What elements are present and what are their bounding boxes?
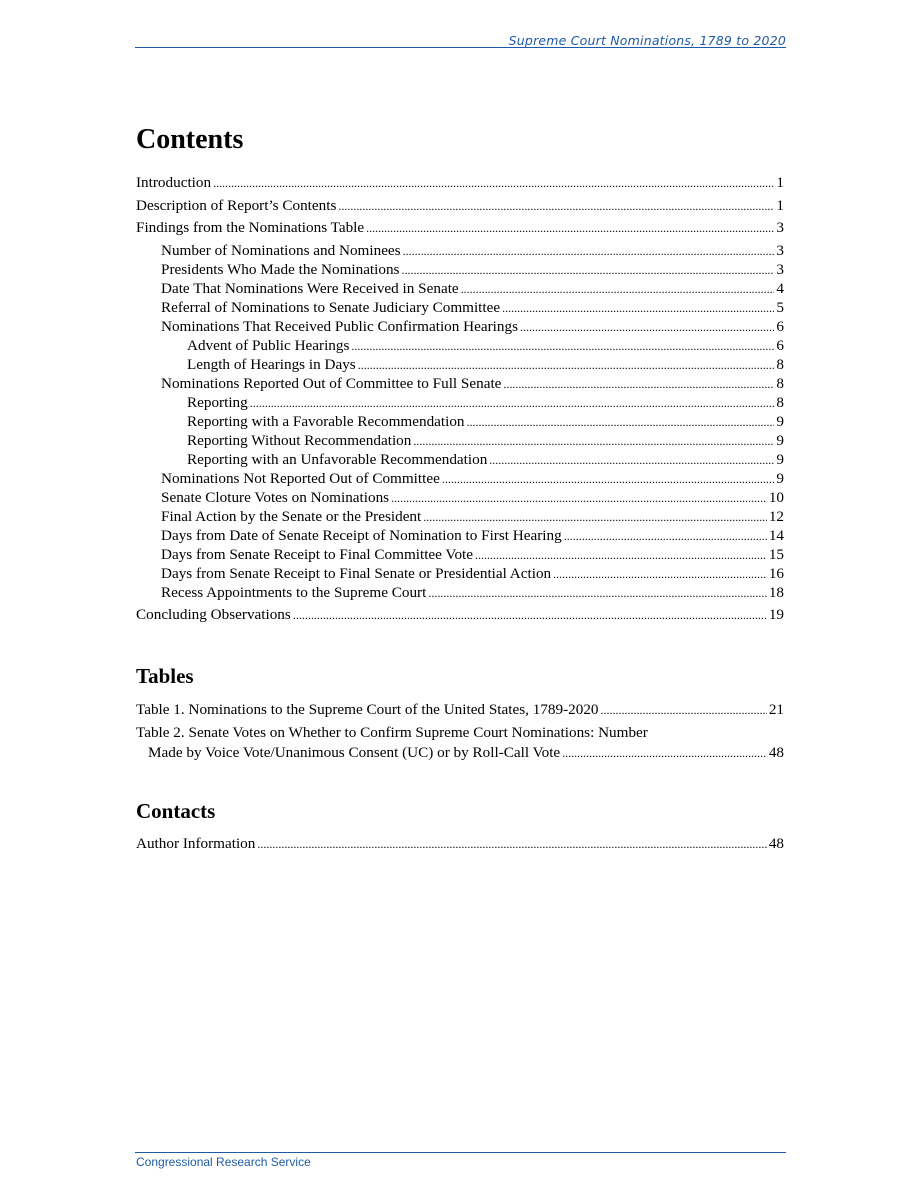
toc-entry-label: Length of Hearings in Days [187,355,356,373]
toc-entry-label: Days from Senate Receipt to Final Senate or Presidential Action [161,564,552,582]
toc-entry-page: 15 [768,545,784,563]
toc-entry-page: 10 [768,488,784,506]
toc-entry-page: 21 [768,701,784,718]
footer-publisher: Congressional Research Service [136,1155,311,1169]
dot-leader [601,700,767,720]
toc-entry-label: Introduction [136,174,212,191]
toc-entry-page: 4 [776,279,784,297]
toc-entry-number-of-nominations[interactable] [136,241,784,260]
toc-entry-page: 5 [776,298,784,316]
dot-leader [428,584,766,602]
toc-entry-page: 6 [776,336,784,354]
dot-leader [475,546,767,564]
toc-entry-label: Reporting [187,393,248,411]
toc-entry-continuation [136,743,784,763]
toc-entry-label: Table 2. Senate Votes on Whether to Confirm Supreme Court Nominations: Number [136,724,648,741]
toc-entry-label: Findings from the Nominations Table [136,219,365,236]
toc-entry-presidents[interactable] [136,260,784,279]
toc-entry-label: Advent of Public Hearings [187,336,350,354]
dot-leader [250,394,775,412]
tables-list [136,700,784,763]
contacts-heading: Contacts [136,799,216,823]
dot-leader [423,508,767,526]
toc-entry-cloture[interactable] [136,488,784,507]
toc-entry-label: Reporting Without Recommendation [187,431,412,449]
dot-leader [564,527,767,545]
toc-entry-final-action[interactable] [136,507,784,526]
toc-entry-label: Reporting with a Favorable Recommendation [187,412,465,430]
toc-entry-page: 6 [776,317,784,335]
toc-entry-table-2[interactable] [136,723,784,763]
toc-entry-page: 12 [768,507,784,525]
toc-entry-days-final-action[interactable] [136,564,784,583]
dot-leader [366,219,774,237]
toc-entry-date-received[interactable] [136,279,784,298]
dot-leader [338,197,774,215]
toc-entry-page: 8 [776,374,784,392]
toc-entry-label: Nominations Reported Out of Committee to Full Senate [161,374,502,392]
toc-entry-introduction[interactable] [136,173,784,192]
toc-entry-days-committee-vote[interactable] [136,545,784,564]
dot-leader [213,174,774,192]
toc-entry-page: 9 [776,469,784,487]
dot-leader [391,489,767,507]
dot-leader [489,451,774,469]
toc-entry-page: 18 [768,583,784,601]
toc-entry-table-1[interactable] [136,700,784,720]
toc-entry-recess-appointments[interactable] [136,583,784,602]
contacts-list [136,834,784,853]
toc-entry-reported-out[interactable] [136,374,784,393]
tables-heading: Tables [136,664,194,688]
dot-leader [293,606,767,624]
dot-leader [503,375,774,393]
toc-entry-referral[interactable] [136,298,784,317]
toc-entry-page: 3 [776,260,784,278]
toc-entry-not-reported[interactable] [136,469,784,488]
footer-rule [135,1152,786,1153]
toc-entry-page: 8 [776,355,784,373]
contents-list [136,173,784,624]
toc-entry-label-continued: Made by Voice Vote/Unanimous Consent (UC) or by Roll-Call Vote [148,744,561,761]
toc-entry-length-hearings[interactable] [136,355,784,374]
toc-entry-page: 16 [768,564,784,582]
toc-entry-label: Concluding Observations [136,606,291,623]
toc-entry-label: Description of Report’s Contents [136,196,337,214]
toc-entry-without-recommendation[interactable] [136,431,784,450]
dot-leader [413,432,774,450]
toc-entry-page: 48 [768,744,784,761]
toc-entry-days-first-hearing[interactable] [136,526,784,545]
toc-entry-label: Nominations Not Reported Out of Committee [161,469,440,487]
toc-entry-findings[interactable] [136,218,784,237]
dot-leader [351,337,774,355]
toc-entry-page: 48 [768,835,784,852]
header-rule [135,47,786,48]
toc-entry-label: Reporting with an Unfavorable Recommendation [187,450,488,468]
dot-leader [358,356,775,374]
dot-leader [401,261,774,279]
toc-entry-concluding[interactable] [136,605,784,624]
toc-entry-label: Senate Cloture Votes on Nominations [161,488,390,506]
toc-entry-advent-hearings[interactable] [136,336,784,355]
toc-entry-label: Final Action by the Senate or the President [161,507,422,525]
toc-entry-page: 9 [776,450,784,468]
toc-entry-label: Table 1. Nominations to the Supreme Court of the United States, 1789-2020 [136,701,599,718]
toc-entry-label: Author Information [136,835,256,852]
toc-entry-label: Presidents Who Made the Nominations [161,260,400,278]
toc-entry-author-information[interactable] [136,834,784,853]
toc-entry-page: 3 [776,241,784,259]
dot-leader [553,565,767,583]
toc-entry-label: Recess Appointments to the Supreme Court [161,583,427,601]
toc-entry-page: 3 [776,219,784,236]
toc-entry-page: 9 [776,431,784,449]
toc-entry-label: Referral of Nominations to Senate Judiciary Committee [161,298,501,316]
toc-entry-page: 1 [776,174,784,191]
dot-leader [562,743,767,763]
dot-leader [461,280,775,298]
toc-entry-page: 9 [776,412,784,430]
toc-entry-page: 8 [776,393,784,411]
contents-heading: Contents [136,124,244,155]
dot-leader [467,413,775,431]
toc-entry-description[interactable] [136,196,784,215]
dot-leader [442,470,775,488]
toc-entry-unfavorable[interactable] [136,450,784,469]
running-header: Supreme Court Nominations, 1789 to 2020 [508,33,786,48]
dot-leader [502,299,774,317]
toc-entry-label: Days from Date of Senate Receipt of Nomination to First Hearing [161,526,562,544]
toc-entry-favorable[interactable] [136,412,784,431]
toc-entry-page: 14 [768,526,784,544]
toc-entry-page: 1 [776,196,784,214]
toc-entry-reporting[interactable] [136,393,784,412]
toc-entry-label: Days from Senate Receipt to Final Committee Vote [161,545,473,563]
dot-leader [520,318,774,336]
toc-entry-label: Date That Nominations Were Received in Senate [161,279,459,297]
toc-entry-label: Number of Nominations and Nominees [161,241,401,259]
dot-leader [403,242,775,260]
toc-entry-public-hearings[interactable] [136,317,784,336]
toc-entry-page: 19 [768,606,784,623]
dot-leader [257,835,766,853]
toc-entry-label: Nominations That Received Public Confirmation Hearings [161,317,518,335]
